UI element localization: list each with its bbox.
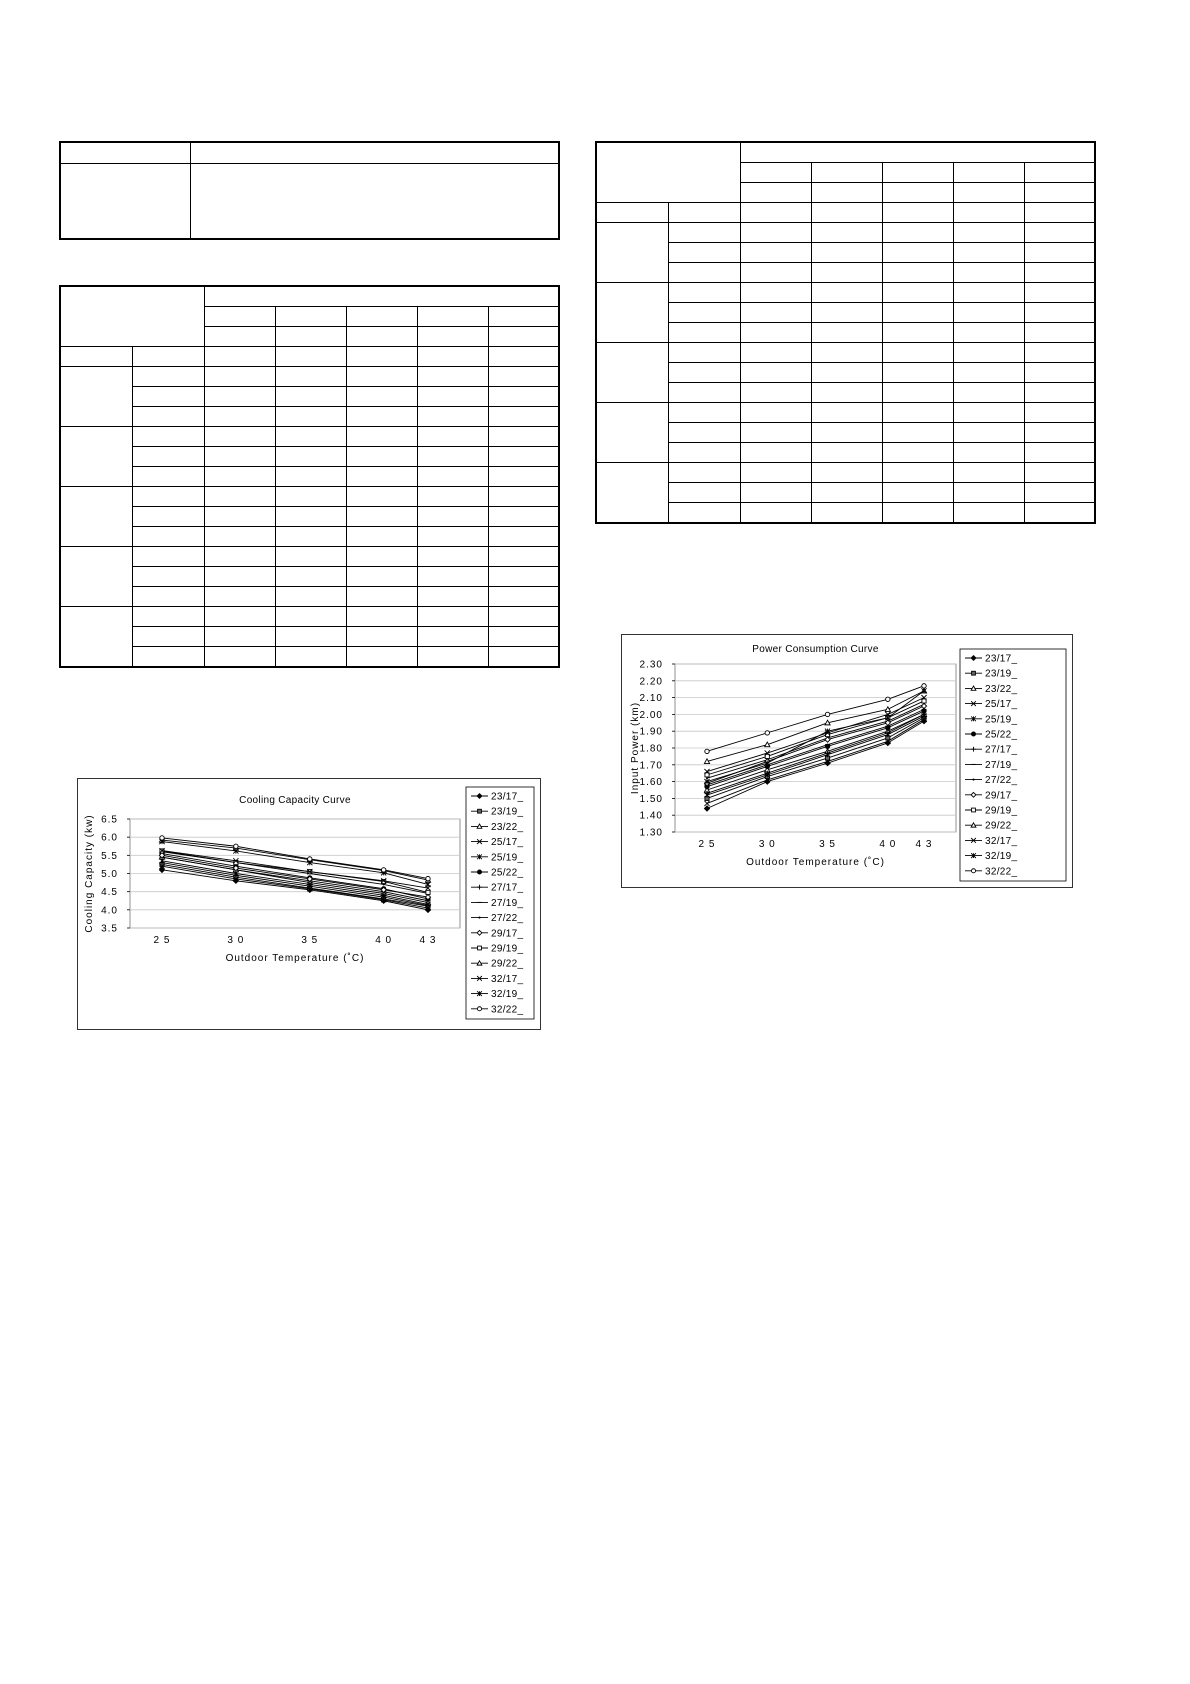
table-row: [60, 427, 559, 447]
table-row: [596, 483, 1095, 503]
legend-label: 25/19_: [491, 852, 524, 864]
legend-marker: [477, 870, 481, 874]
table-row: [60, 567, 559, 587]
data-point: [825, 712, 829, 716]
table-row: [596, 243, 1095, 263]
legend-marker: [973, 779, 974, 780]
legend-label: 32/17_: [985, 835, 1018, 847]
legend-label: 27/22_: [491, 913, 524, 925]
x-axis-label: Outdoor Temperature (˚C): [746, 857, 885, 868]
y-tick-label: 2.00: [639, 709, 663, 721]
y-tick-label: 3.5: [101, 923, 118, 935]
table-row: [60, 547, 559, 567]
table-row: [60, 647, 559, 668]
power-performance-table: [595, 141, 1096, 524]
legend-label: 32/19_: [491, 989, 524, 1001]
legend-label: 27/17_: [491, 882, 524, 894]
data-point: [234, 844, 238, 848]
y-tick-label: 4.5: [101, 887, 118, 899]
legend-label: 25/17_: [985, 699, 1018, 711]
x-tick-label: 3 0: [227, 935, 245, 946]
table-row: [60, 467, 559, 487]
legend-marker: [477, 1007, 481, 1011]
legend-label: 25/22_: [985, 729, 1018, 741]
x-tick-label: 4 0: [375, 935, 393, 946]
cooling-capacity-chart: [77, 778, 541, 1030]
chart-title: Cooling Capacity Curve: [239, 795, 351, 806]
table-row: [596, 283, 1095, 303]
table-row: [60, 286, 559, 307]
y-tick-label: 2.20: [639, 676, 663, 688]
table-row: [60, 367, 559, 387]
x-tick-label: 3 5: [819, 839, 837, 850]
table-row: [596, 263, 1095, 283]
data-point: [706, 778, 707, 779]
table-row: [60, 507, 559, 527]
y-tick-label: 6.0: [101, 832, 118, 844]
table-row: [596, 223, 1095, 243]
table-row: [596, 423, 1095, 443]
table-row: [596, 383, 1095, 403]
table-row: [60, 487, 559, 507]
legend-label: 27/22_: [985, 775, 1018, 787]
x-tick-label: 4 3: [419, 935, 437, 946]
y-tick-label: 1.70: [639, 760, 663, 772]
y-axis-label: Input Power (km): [630, 701, 641, 795]
data-point: [426, 876, 430, 880]
legend-marker: [972, 671, 976, 675]
legend-label: 29/19_: [491, 943, 524, 955]
data-point: [922, 684, 926, 688]
table-row: [596, 203, 1095, 223]
x-tick-label: 2 5: [698, 839, 716, 850]
table-row: [596, 142, 1095, 163]
legend-label: 27/17_: [985, 744, 1018, 756]
legend-label: 29/17_: [491, 928, 524, 940]
legend-marker: [971, 869, 975, 873]
data-point: [886, 697, 890, 701]
legend-label: 29/19_: [985, 805, 1018, 817]
table-row: [60, 447, 559, 467]
data-point: [765, 731, 769, 735]
table-row: [596, 303, 1095, 323]
x-axis-label: Outdoor Temperature (˚C): [225, 953, 365, 964]
legend-label: 23/19_: [985, 668, 1018, 680]
power-consumption-plot: [622, 635, 1072, 887]
legend-label: 32/22_: [491, 1004, 524, 1016]
y-tick-label: 5.5: [101, 850, 118, 862]
table-row: [60, 347, 559, 367]
data-point: [382, 879, 386, 883]
legend: [960, 649, 1066, 881]
legend-label: 27/19_: [491, 897, 524, 909]
legend-marker: [972, 808, 976, 812]
table-row: [60, 587, 559, 607]
legend-label: 27/19_: [985, 759, 1018, 771]
table-row: [596, 503, 1095, 524]
table-row: [596, 363, 1095, 383]
table-row: [596, 463, 1095, 483]
table-row: [596, 443, 1095, 463]
legend-label: 32/19_: [985, 851, 1018, 863]
y-tick-label: 1.50: [639, 793, 663, 805]
table-row: [596, 323, 1095, 343]
legend-label: 25/17_: [491, 837, 524, 849]
legend-marker: [971, 732, 975, 736]
legend-label: 23/19_: [491, 806, 524, 818]
x-tick-label: 2 5: [153, 935, 171, 946]
y-tick-label: 1.90: [639, 726, 663, 738]
table-row: [60, 527, 559, 547]
table-row: [596, 403, 1095, 423]
x-tick-label: 3 5: [301, 935, 319, 946]
legend-marker: [478, 809, 482, 813]
legend: [466, 787, 534, 1019]
data-point: [308, 857, 312, 861]
x-tick-label: 4 0: [879, 839, 897, 850]
data-point: [426, 890, 430, 894]
legend-label: 25/22_: [491, 867, 524, 879]
table-row: [596, 343, 1095, 363]
legend-label: 25/19_: [985, 714, 1018, 726]
power-consumption-chart: [621, 634, 1073, 888]
y-axis-label: Cooling Capacity (kw): [84, 814, 95, 933]
table-row: [60, 407, 559, 427]
table-row: [60, 627, 559, 647]
spec-table: [59, 141, 560, 240]
legend-label: 23/17_: [491, 791, 524, 803]
y-tick-label: 5.0: [101, 869, 118, 880]
cooling-performance-table: [59, 285, 560, 668]
legend-label: 32/22_: [985, 866, 1018, 878]
table-row: [60, 164, 559, 240]
legend-label: 23/22_: [985, 683, 1018, 695]
y-tick-label: 1.60: [639, 777, 663, 789]
legend-label: 29/17_: [985, 790, 1018, 802]
data-point: [705, 749, 709, 753]
y-tick-label: 4.0: [101, 905, 118, 917]
chart-title: Power Consumption Curve: [752, 644, 879, 655]
data-point: [381, 868, 385, 872]
data-point: [160, 836, 164, 840]
x-tick-label: 4 3: [915, 839, 933, 850]
table-row: [60, 387, 559, 407]
y-tick-label: 6.5: [101, 814, 118, 826]
y-tick-label: 1.30: [639, 827, 663, 839]
legend-label: 32/17_: [491, 973, 524, 985]
legend-label: 29/22_: [985, 820, 1018, 832]
y-tick-label: 2.10: [639, 693, 663, 705]
legend-label: 23/17_: [985, 653, 1018, 665]
x-tick-label: 3 0: [758, 839, 776, 850]
table-row: [60, 607, 559, 627]
legend-marker: [479, 917, 480, 918]
legend-label: 29/22_: [491, 958, 524, 970]
legend-marker: [478, 946, 482, 950]
y-tick-label: 1.80: [639, 743, 663, 755]
y-tick-label: 1.40: [639, 810, 663, 822]
table-row: [60, 142, 559, 164]
legend-label: 23/22_: [491, 821, 524, 833]
cooling-capacity-plot: [78, 779, 540, 1029]
y-tick-label: 2.30: [639, 659, 663, 671]
